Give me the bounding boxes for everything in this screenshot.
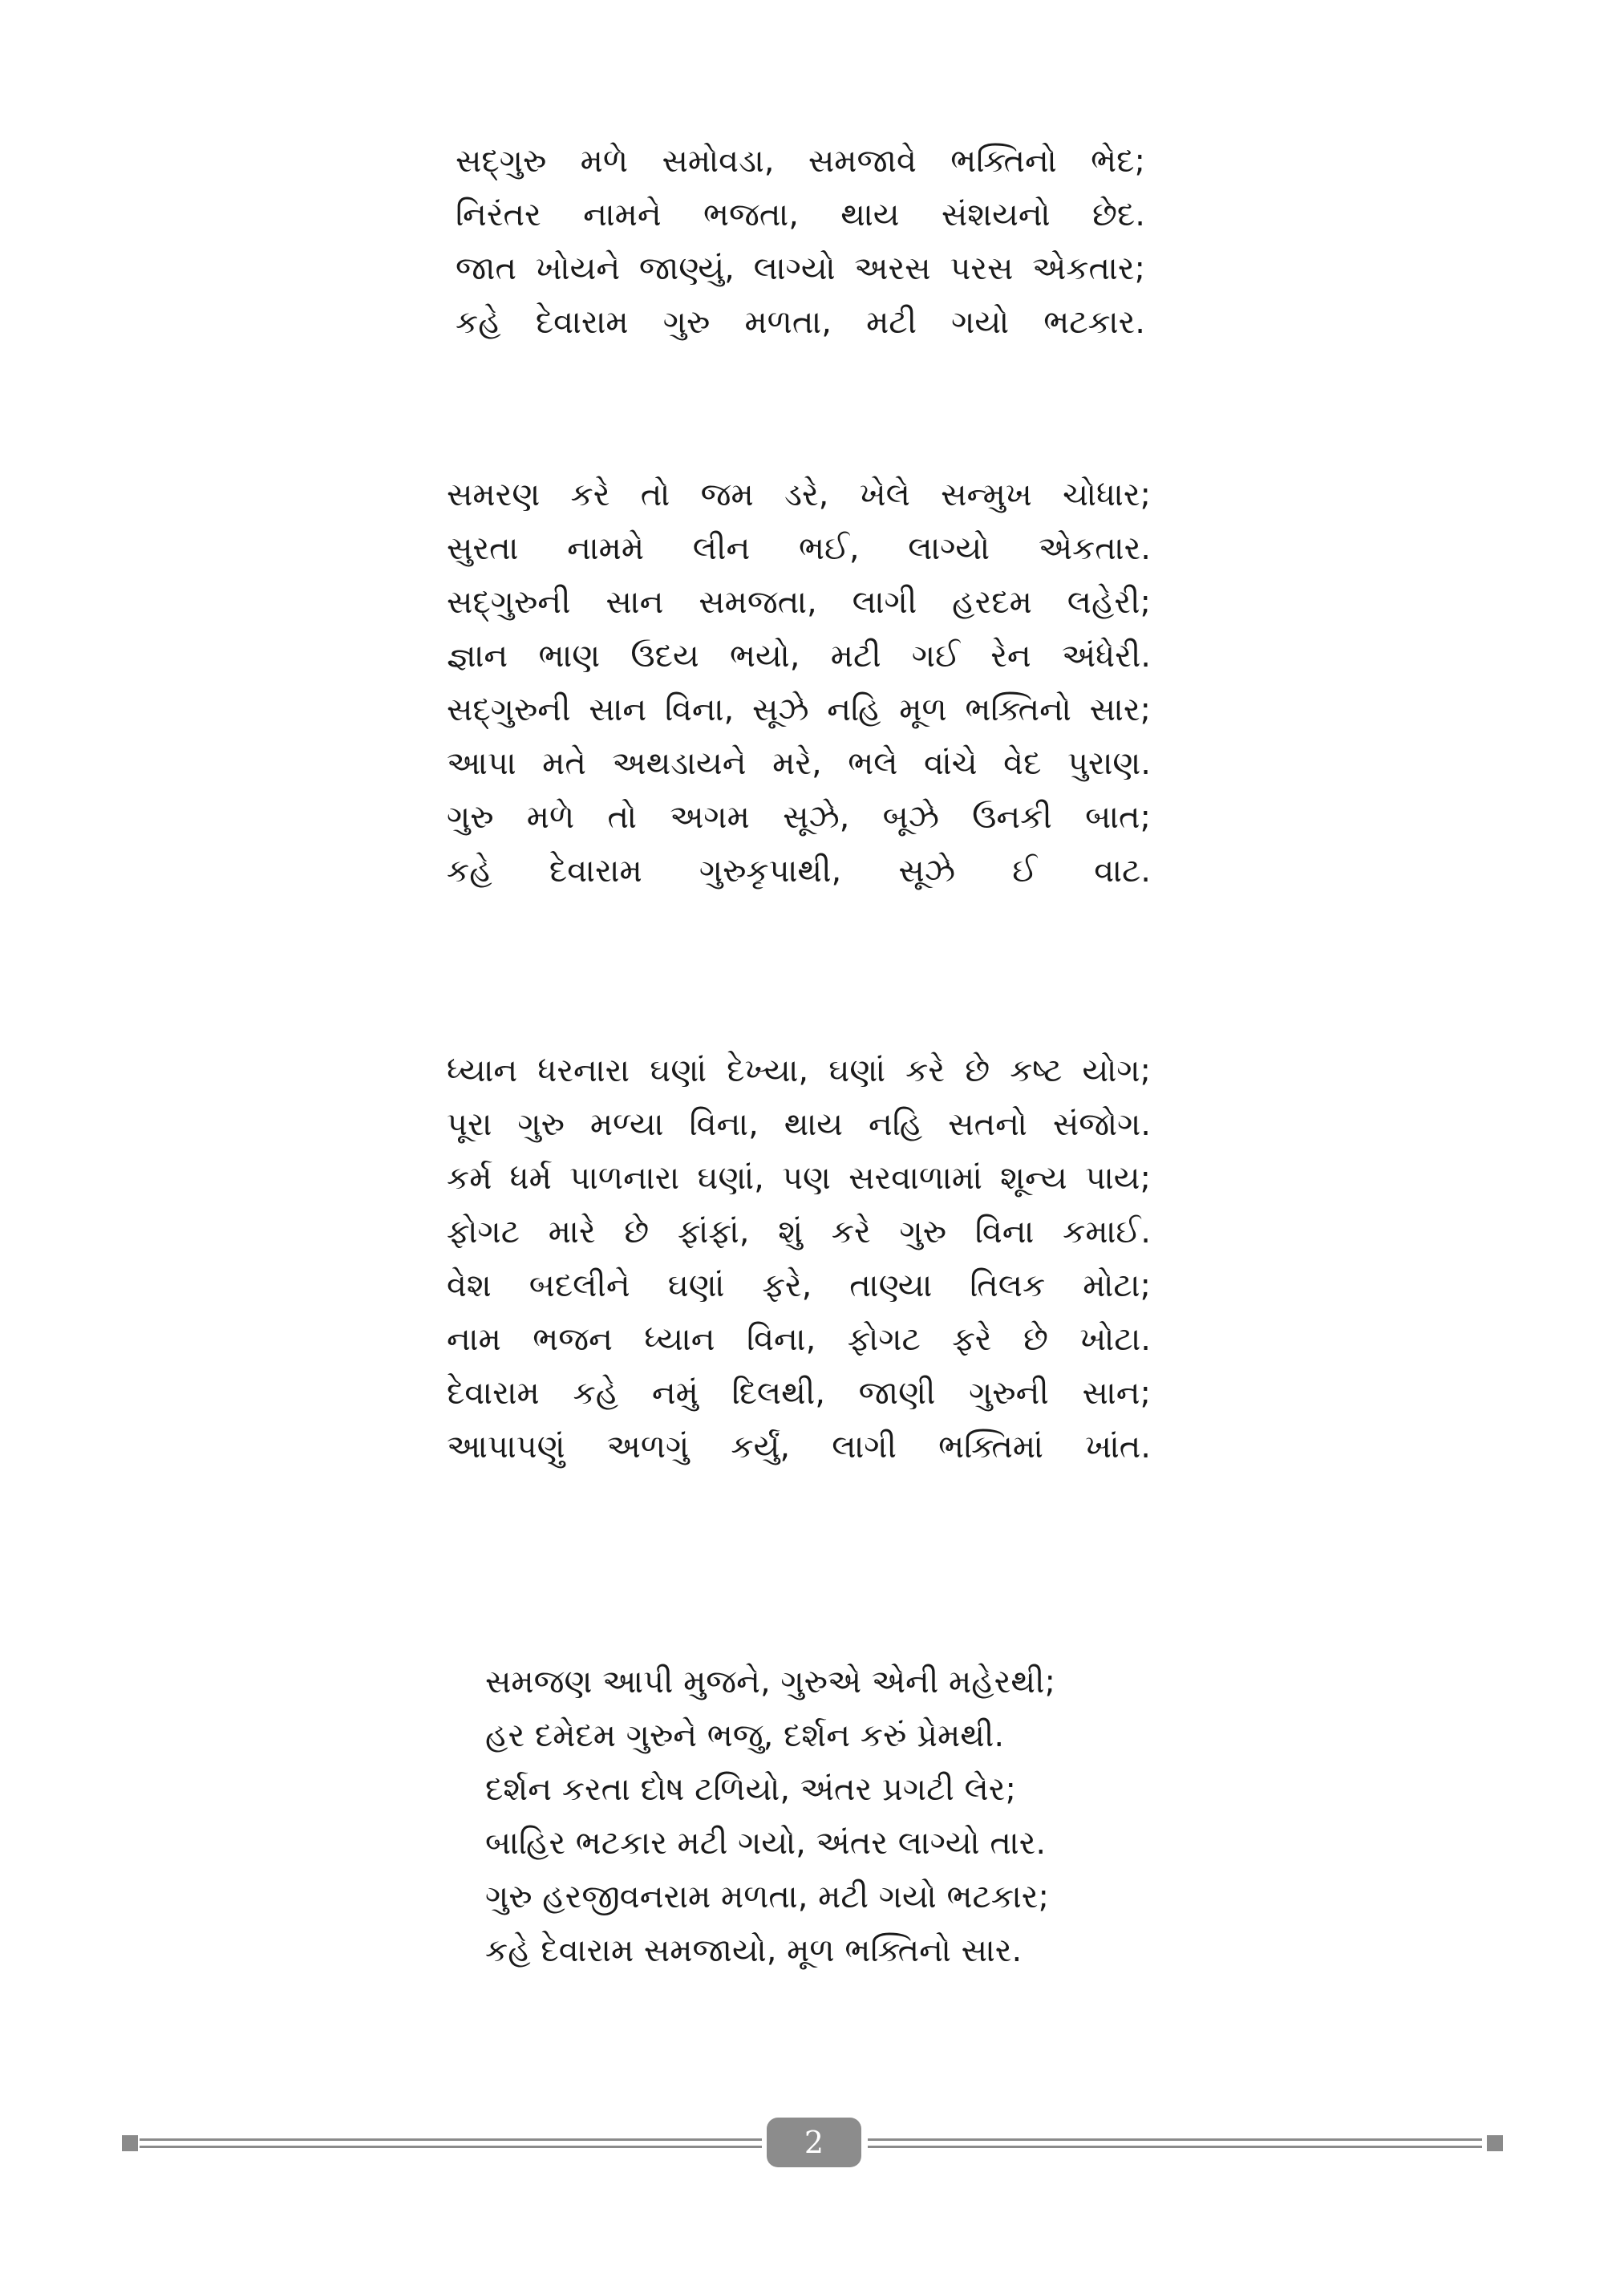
stanza-1 xyxy=(456,135,1145,350)
poem-line: કહે દેવારામ સમજાયો, મૂળ ભક્તિનો સાર. xyxy=(485,1932,1023,1969)
poem-line: કહે દેવારામ ગુરુ મળતા, મટી ગયો ભટકાર. xyxy=(456,304,1145,341)
poem-line: સુરતા નામમે લીન ભઈ, લાગ્યો એકતાર. xyxy=(447,530,1151,567)
page-footer xyxy=(122,2118,1503,2167)
poem-line: ગુરુ મળે તો અગમ સૂઝે, બૂઝે ઉનકી બાત; xyxy=(447,799,1151,836)
stanza-2 xyxy=(447,468,1151,898)
poem-line: આપા મતે અથડાયને મરે, ભલે વાંચે વેદ પુરાણ. xyxy=(447,745,1151,782)
poem-line: નિરંતર નામને ભજતા, થાય સંશયનો છેદ. xyxy=(456,197,1145,233)
footer-rule-left xyxy=(140,2138,762,2148)
poem-line: ફોગટ મારે છે ફાંફાં, શું કરે ગુરુ વિના કમાઈ. xyxy=(447,1214,1151,1250)
poem-line: જાત ખોયને જાણ્યું, લાગ્યો અરસ પરસ એકતાર; xyxy=(456,250,1145,287)
poem-line: દેવારામ કહે નમું દિલથી, જાણી ગુરુની સાન; xyxy=(447,1375,1151,1412)
poem-line: ગુરુ હરજીવનરામ મળતા, મટી ગયો ભટકાર; xyxy=(485,1879,1049,1915)
poem-line: સમરણ કરે તો જમ ડરે, ખેલે સન્મુખ ચોધાર; xyxy=(447,476,1151,513)
page-number: 2 xyxy=(767,2118,861,2167)
poem-line: કહે દેવારામ ગુરુકૃપાથી, સૂઝે ઈ વાટ. xyxy=(447,853,1151,890)
footer-rule-cap-right xyxy=(1487,2135,1503,2151)
stanza-4 xyxy=(485,1656,1108,1978)
poem-line: જ્ઞાન ભાણ ઉદય ભયો, મટી ગઈ રેન અંધેરી. xyxy=(447,638,1151,675)
poem-line: સદ્ગુરુની સાન સમજતા, લાગી હરદમ લહેરી; xyxy=(447,584,1151,621)
poem-line: વેશ બદલીને ઘણાં ફરે, તાણ્યા તિલક મોટા; xyxy=(447,1267,1151,1304)
poem-line: પૂરા ગુરુ મળ્યા વિના, થાય નહિ સતનો સંજોગ. xyxy=(447,1106,1151,1143)
poem-line: કર્મ ધર્મ પાળનારા ઘણાં, પણ સરવાળામાં શૂન્ય પાય; xyxy=(447,1160,1151,1197)
poem-line: દર્શન કરતા દોષ ટળિયો, અંતર પ્રગટી લેર; xyxy=(485,1771,1016,1808)
footer-rule-right xyxy=(868,2138,1482,2148)
poem-line: સદ્ગુરુની સાન વિના, સૂઝે નહિ મૂળ ભક્તિનો સાર; xyxy=(447,691,1151,728)
poem-line: નામ ભજન ધ્યાન વિના, ફોગટ ફરે છે ખોટા. xyxy=(447,1321,1151,1358)
poem-line: હર દમેદમ ગુરુને ભજુ, દર્શન કરું પ્રેમથી. xyxy=(485,1717,1005,1754)
footer-rule-cap-left xyxy=(122,2135,138,2151)
poem-line: સદ્ગુરુ મળે સમોવડા, સમજાવે ભક્તિનો ભેદ; xyxy=(456,143,1145,180)
poem-line: ધ્યાન ધરનારા ઘણાં દેખ્યા, ઘણાં કરે છે કષ્ટ યોગ; xyxy=(447,1052,1151,1089)
poem-line: બાહિર ભટકાર મટી ગયો, અંતર લાગ્યો તાર. xyxy=(485,1825,1047,1862)
poem-line: આપાપણું અળગું કર્યું, લાગી ભક્તિમાં ખાંત. xyxy=(447,1429,1151,1465)
poem-line: સમજણ આપી મુજને, ગુરુએ એની મહેરથી; xyxy=(485,1664,1055,1700)
stanza-3 xyxy=(447,1044,1151,1474)
